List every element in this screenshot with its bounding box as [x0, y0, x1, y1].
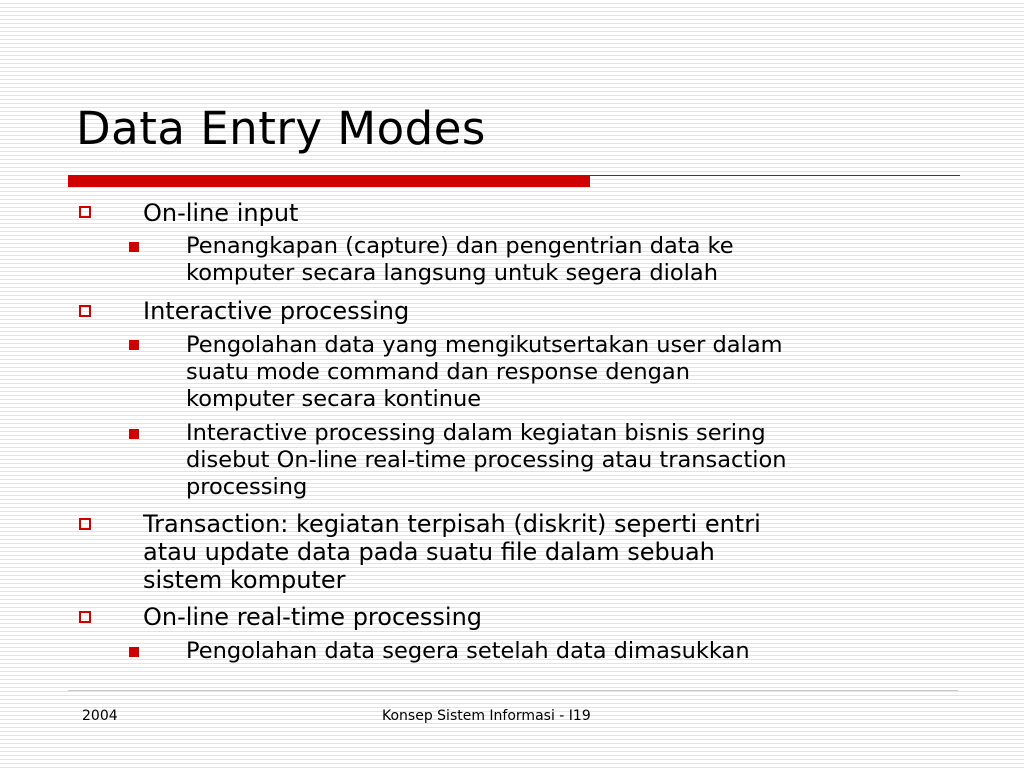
bullet-1-sub-1-line-1: Penangkapan (capture) dan pengentrian data ke: [186, 233, 734, 259]
bullet-3-line-1: Transaction: kegiatan terpisah (diskrit) seperti entri: [143, 510, 761, 538]
bullet-2-sub-1: [186, 332, 783, 413]
footer-divider: [68, 690, 958, 691]
bullet-3-line-3: sistem komputer: [143, 566, 346, 594]
bullet-1-sub-1: [186, 233, 734, 287]
bullet-4-sub-1: [186, 638, 750, 665]
hollow-square-bullet-icon: [79, 611, 91, 623]
bullet-2-sub-1-line-1: Pengolahan data yang mengikutsertakan user dalam: [186, 332, 783, 358]
bullet-1-text: On-line input: [143, 199, 299, 227]
filled-square-bullet-icon: [129, 242, 139, 252]
bullet-3-line-2: atau update data pada suatu file dalam sebuah: [143, 538, 715, 566]
bullet-2-sub-1-line-2: suatu mode command dan response dengan: [186, 359, 690, 385]
slide-title: Data Entry Modes: [76, 102, 486, 155]
bullet-3-text: [143, 510, 761, 594]
filled-square-bullet-icon: [129, 340, 139, 350]
footer-course-title: Konsep Sistem Informasi - I19: [382, 708, 591, 724]
bullet-1-sub-1-line-2: komputer secara langsung untuk segera diolah: [186, 260, 718, 286]
bullet-2-sub-2: [186, 420, 787, 501]
filled-square-bullet-icon: [129, 429, 139, 439]
hollow-square-bullet-icon: [79, 206, 91, 218]
hollow-square-bullet-icon: [79, 305, 91, 317]
bullet-2-sub-2-line-3: processing: [186, 474, 308, 500]
bullet-2-text: Interactive processing: [143, 297, 410, 325]
bullet-2-sub-2-line-1: Interactive processing dalam kegiatan bisnis sering: [186, 420, 766, 446]
bullet-2-sub-2-line-2: disebut On-line real-time processing atau transaction: [186, 447, 787, 473]
hollow-square-bullet-icon: [79, 518, 91, 530]
bullet-4-sub-1-line-1: Pengolahan data segera setelah data dimasukkan: [186, 638, 750, 664]
filled-square-bullet-icon: [129, 647, 139, 657]
bullet-4-text: On-line real-time processing: [143, 603, 483, 631]
footer-date: 2004: [82, 708, 118, 724]
bullet-2-sub-1-line-3: komputer secara kontinue: [186, 386, 482, 412]
